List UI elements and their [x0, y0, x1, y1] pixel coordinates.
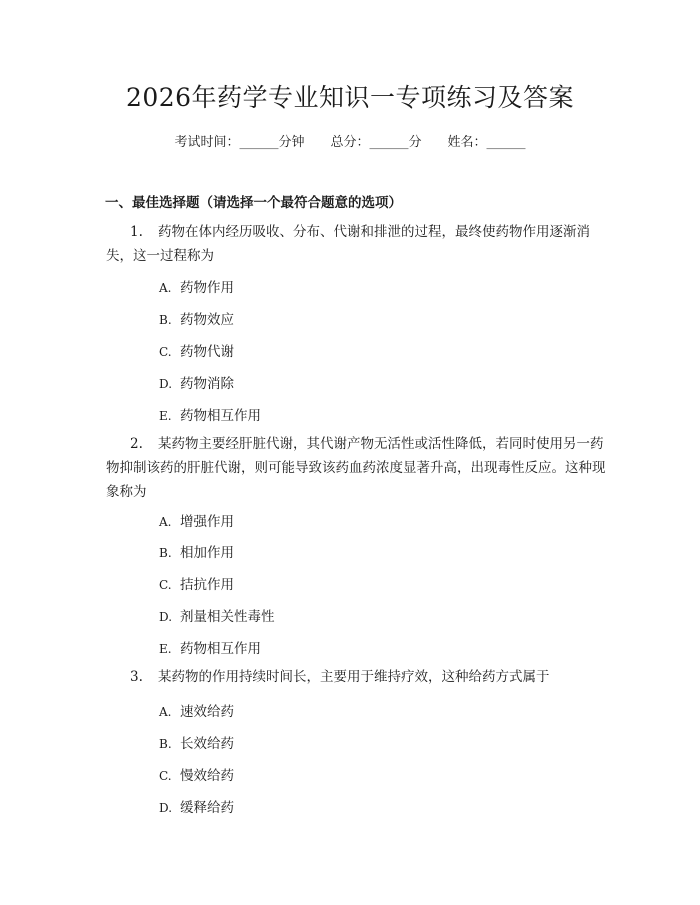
option-letter: C.: [159, 578, 172, 592]
name-field: 姓名：______: [447, 135, 526, 150]
exam-info-line: [0, 131, 700, 150]
option-letter: D.: [159, 377, 173, 391]
question-number: 1.: [130, 224, 143, 240]
option-1c: [159, 340, 234, 360]
option-text: 药物相互作用: [180, 641, 261, 657]
option-text: 相加作用: [180, 545, 234, 561]
option-letter: D.: [159, 610, 173, 624]
option-2d: [159, 605, 275, 625]
option-text: 药物消除: [180, 376, 234, 392]
option-letter: B.: [159, 737, 172, 751]
option-1e: [159, 404, 261, 424]
option-2b: [159, 541, 234, 561]
option-text: 长效给药: [180, 736, 234, 752]
option-text: 药物代谢: [180, 344, 234, 360]
question-number: 3.: [130, 669, 143, 685]
option-letter: A.: [159, 515, 172, 529]
option-letter: B.: [159, 546, 172, 560]
total-score-field: 总分：______分: [330, 135, 422, 150]
option-letter: D.: [159, 801, 173, 815]
option-1b: [159, 308, 234, 328]
option-3a: [159, 700, 234, 720]
exam-time-field: 考试时间：______分钟: [174, 135, 305, 150]
option-text: 剂量相关性毒性: [180, 609, 275, 625]
option-letter: A.: [159, 705, 172, 719]
option-2c: [159, 573, 234, 593]
option-letter: C.: [159, 345, 172, 359]
option-letter: A.: [159, 281, 172, 295]
question-2: [106, 432, 606, 504]
question-text: 药物在体内经历吸收、分布、代谢和排泄的过程，最终使药物作用逐渐消失，这一过程称为: [106, 224, 590, 264]
option-letter: E.: [159, 642, 172, 656]
question-text: 某药物主要经肝脏代谢，其代谢产物无活性或活性降低，若同时使用另一药物抑制该药的肝脏代谢，则可能导致该药血药浓度显著升高，出现毒性反应。这种现象称为: [106, 436, 606, 500]
option-2e: [159, 637, 261, 657]
option-text: 慢效给药: [180, 768, 234, 784]
option-letter: B.: [159, 313, 172, 327]
option-text: 药物相互作用: [180, 408, 261, 424]
option-3b: [159, 732, 234, 752]
option-3c: [159, 764, 234, 784]
option-text: 药物效应: [180, 312, 234, 328]
option-letter: C.: [159, 769, 172, 783]
option-1d: [159, 372, 234, 392]
question-3: [106, 665, 606, 689]
option-letter: E.: [159, 409, 172, 423]
option-2a: [159, 510, 234, 530]
question-number: 2.: [130, 436, 143, 452]
question-text: 某药物的作用持续时间长，主要用于维持疗效，这种给药方式属于: [158, 669, 550, 685]
question-1: [106, 220, 606, 268]
option-text: 药物作用: [180, 280, 234, 296]
option-text: 拮抗作用: [180, 577, 234, 593]
page-title: 2026年药学专业知识一专项练习及答案: [125, 83, 575, 112]
option-text: 速效给药: [180, 704, 234, 720]
option-text: 缓释给药: [180, 800, 234, 816]
option-1a: [159, 276, 234, 296]
option-text: 增强作用: [180, 514, 234, 530]
section-heading: 一、最佳选择题（请选择一个最符合题意的选项）: [105, 195, 402, 211]
option-3d: [159, 796, 234, 816]
